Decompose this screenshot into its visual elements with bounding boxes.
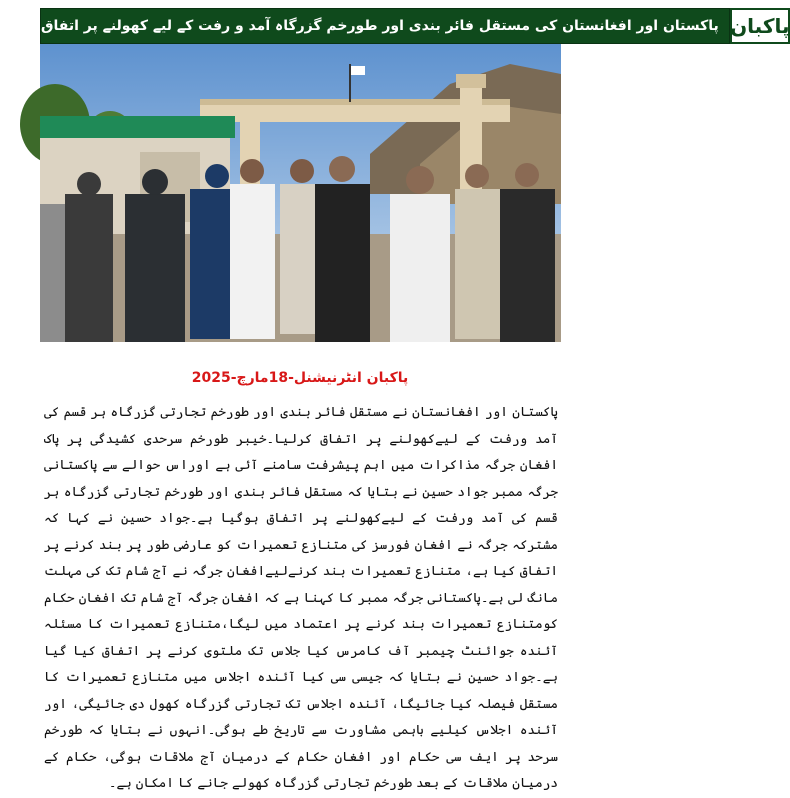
dateline: پاکبان انٹرنیشنل-18مارچ-2025 bbox=[191, 370, 409, 386]
brand-logo: پاکبان bbox=[730, 8, 790, 44]
header-bar bbox=[40, 8, 790, 44]
headline: پاکستان اور افغانستان کی مستقل فائر بندی اور طورخم گزرگاہ آمد و رفت کے لیے کھولنے پر اتفاق bbox=[40, 8, 730, 44]
news-photo bbox=[40, 44, 561, 342]
article-body: پاکستان اور افغانستان نے مستقل فائر بندی اور طورخم تجارتی گزرگاہ ہر قسم کی آمد ورفت کے لیےکھولنے پر اتفاق کرلیا۔خیبر طورخم سرحدی کشیدگی پر پاک افغان جرگہ مذاکرات میں اہم پیشرفت سامنے آئی ہے اوراس حوالے سے پاکستانی جرگہ ممبر جواد حسین نے بتایا کہ مستقل فائر بندی اور طورخم تجارتی گزرگاہ ہر قسم کی آمد ورفت کے لیےکھولنے پر اتفاق ہوگیا ہے۔جواد حسین نے کہا کہ مشترکہ جرگہ نے افغان فورسز کی متنازع تعمیرات کو عارضی طور پر بند کرنے پر اتفاق کیا ہے، متنازع تعمیرات بند کرنےلیےافغان جرگہ نے آج شام تک کی مہلت مانگ لی ہے۔پاکستانی جرگہ ممبر کا کہنا ہے کہ افغان جرگہ آج شام تک افغان حکام کومتنازع تعمیرات بند کرنے پر اعتماد میں لیگا،متنازع تعمیرات کا مسئلہ آئندہ جوائنٹ چیمبر آف کامرس کیا جلاس تک ملتوی کرنے پر اتفاق کیا گیا ہے۔جواد حسین نے بتایا کہ جیسی سی کیا آئندہ اجلاس میں متنازع تعمیرات کا مستقل فیصلہ کیا جائیگا، آئندہ اجلاس تک تجارتی گزرگاہ کھول دی جائیگی، اور آئندہ اجلاس کیلیے باہمی مشاورت سے تاریخ طے ہوگی۔انہوں نے بتایا کہ طورخم سرحد پر ایف سی حکام اور افغان حکام کے درمیان آج ملاقات ہوگی، حکام کے درمیان ملاقات کے بعد طورخم تجارتی گزرگاہ کھولے جانے کا امکان ہے۔ bbox=[44, 405, 558, 791]
